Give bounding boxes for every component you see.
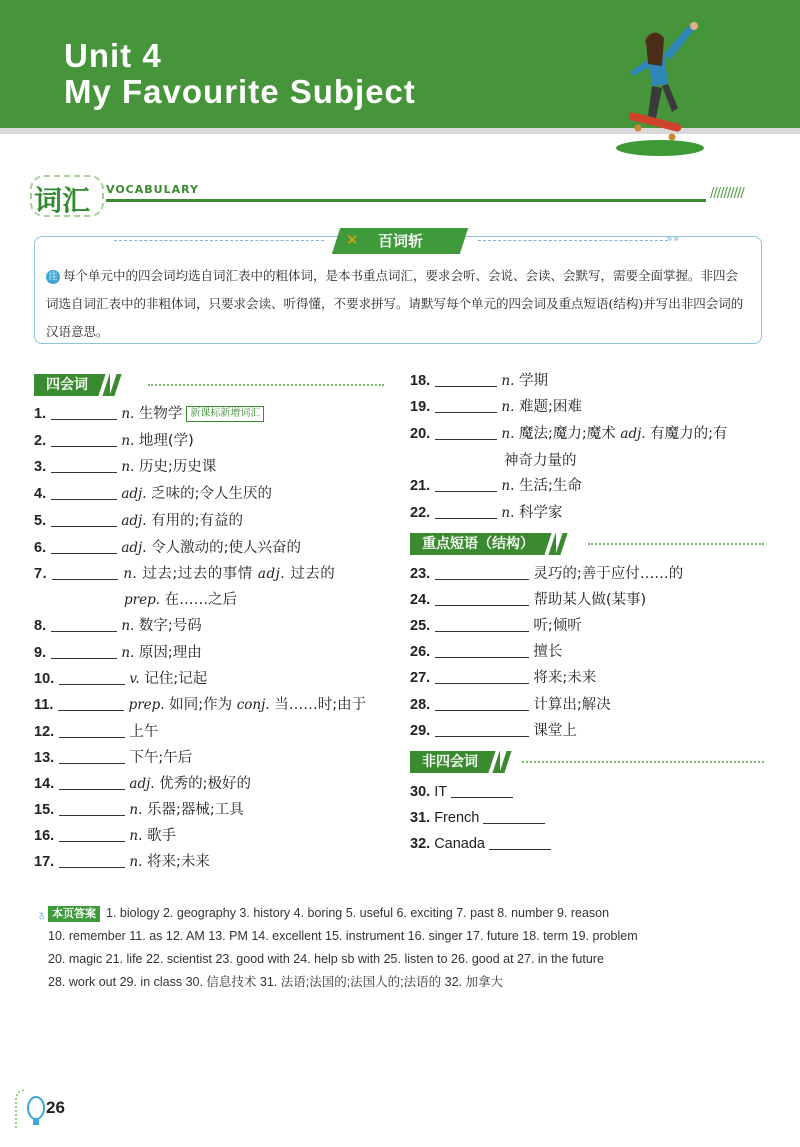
item-number: 20. bbox=[410, 426, 431, 442]
note-icon: 注 bbox=[46, 270, 60, 284]
item-number: 19. bbox=[410, 399, 431, 415]
answer-blank[interactable] bbox=[435, 477, 497, 492]
vocab-row bbox=[34, 825, 176, 847]
part-of-speech-2: adj. bbox=[620, 426, 646, 442]
meaning: 下午;午后 bbox=[129, 750, 193, 766]
meaning: 歌手 bbox=[147, 828, 176, 844]
meaning: 上午 bbox=[129, 724, 159, 740]
meaning: 计算出;解决 bbox=[533, 697, 611, 713]
meaning: 历史;历史课 bbox=[138, 459, 217, 475]
word: IT bbox=[434, 784, 447, 800]
part-of-speech: adj. bbox=[121, 486, 147, 502]
item-number: 16. bbox=[34, 828, 55, 844]
vocab-row bbox=[34, 694, 366, 716]
meaning: 生物学 bbox=[138, 406, 183, 422]
vocab-row-continued bbox=[504, 450, 577, 472]
answer-blank[interactable] bbox=[59, 827, 125, 842]
non-four-row bbox=[410, 781, 513, 803]
vocabulary-rule bbox=[106, 199, 706, 202]
vocab-row bbox=[410, 475, 582, 497]
answer-blank[interactable] bbox=[51, 512, 117, 527]
part-of-speech-cont: prep. bbox=[124, 592, 161, 608]
answer-blank[interactable] bbox=[52, 565, 118, 580]
answer-blank[interactable] bbox=[435, 722, 529, 737]
part-of-speech: n. bbox=[129, 802, 143, 818]
vocab-row bbox=[34, 456, 216, 478]
answer-blank[interactable] bbox=[59, 801, 125, 816]
vocabulary-header bbox=[34, 175, 764, 215]
answer-blank[interactable] bbox=[51, 617, 117, 632]
part-of-speech: adj. bbox=[121, 540, 147, 556]
answer-blank[interactable] bbox=[51, 405, 117, 420]
item-number: 25. bbox=[410, 618, 431, 634]
part-of-speech: n. bbox=[501, 373, 515, 389]
answer-blank[interactable] bbox=[51, 485, 117, 500]
phrase-row bbox=[410, 720, 577, 742]
section-dots-four-skill bbox=[148, 384, 384, 386]
part-of-speech: n. bbox=[121, 406, 135, 422]
item-number: 17. bbox=[34, 854, 55, 870]
section-dots-phrases bbox=[588, 543, 764, 545]
answer-blank[interactable] bbox=[51, 539, 117, 554]
item-number: 32. bbox=[410, 836, 431, 852]
meaning: 帮助某人做(某事) bbox=[533, 592, 647, 608]
part-of-speech: n. bbox=[123, 566, 138, 582]
section-non-four-label: 非四会词 bbox=[422, 754, 478, 770]
instruction-body: 每个单元中的四会词均选自词汇表中的粗体词，是本书重点词汇，要求会听、会说、会读、会默写，需要全面掌握。非四会词选自词汇表中的非粗体词，只要求会读、听得懂，不要求拼写。请默写每个单元的四会词及重点短语(结构)并写出非四会词的汉语意思。 bbox=[46, 268, 744, 339]
meaning: 听;倾听 bbox=[533, 618, 582, 634]
item-number: 26. bbox=[410, 644, 431, 660]
answer-blank[interactable] bbox=[435, 372, 497, 387]
answer-blank[interactable] bbox=[435, 617, 529, 632]
meaning: 将来;未来 bbox=[533, 670, 597, 686]
section-tag-phrases bbox=[410, 533, 556, 555]
answer-blank[interactable] bbox=[435, 565, 529, 580]
meaning: 记住;记起 bbox=[144, 671, 208, 687]
item-number: 18. bbox=[410, 373, 431, 389]
vocab-row bbox=[410, 423, 728, 445]
instruction-text bbox=[46, 262, 750, 346]
skateboarder-illustration bbox=[608, 6, 728, 158]
part-of-speech: n. bbox=[129, 828, 143, 844]
word: Canada bbox=[434, 836, 485, 852]
word: French bbox=[434, 810, 480, 826]
answer-blank[interactable] bbox=[51, 458, 117, 473]
slash-icon: ✕ bbox=[346, 231, 359, 249]
non-four-row bbox=[410, 807, 545, 829]
part-of-speech-2: adj. bbox=[257, 566, 286, 582]
section-four-skill-label: 四会词 bbox=[46, 377, 88, 393]
answer-blank[interactable] bbox=[435, 591, 529, 606]
unit-line: Unit 4 bbox=[64, 37, 162, 74]
meaning: 有用的;有益的 bbox=[151, 513, 243, 529]
part-of-speech: n. bbox=[121, 433, 135, 449]
item-number: 10. bbox=[34, 671, 55, 687]
answer-line-3: 20. magic 21. life 22. scientist 23. good with 24. help sb with 25. listen to 26. good at 27. in the future bbox=[48, 952, 604, 966]
part-of-speech: n. bbox=[129, 854, 143, 870]
answer-blank[interactable] bbox=[483, 809, 545, 824]
item-number: 13. bbox=[34, 750, 55, 766]
vocabulary-title-cn: 词汇 bbox=[34, 184, 91, 217]
item-number: 30. bbox=[410, 784, 431, 800]
answer-blank[interactable] bbox=[59, 723, 125, 738]
part-of-speech: v. bbox=[129, 671, 140, 687]
non-four-row bbox=[410, 833, 551, 855]
meaning-cont: 神奇力量的 bbox=[504, 453, 577, 469]
phrase-row bbox=[410, 563, 683, 585]
part-of-speech: n. bbox=[501, 505, 515, 521]
answer-blank[interactable] bbox=[51, 432, 117, 447]
meaning: 乐器;器械;工具 bbox=[147, 802, 244, 818]
vocab-row bbox=[410, 370, 548, 392]
meaning: 数字;号码 bbox=[138, 618, 202, 634]
vocab-row bbox=[34, 642, 202, 664]
section-tag-four-skill bbox=[34, 374, 110, 396]
chevrons-icon: »» bbox=[666, 232, 680, 245]
meaning: 生活;生命 bbox=[519, 478, 582, 494]
meaning: 难题;困难 bbox=[519, 399, 582, 415]
answer-key-tag: 本页答案 bbox=[48, 906, 100, 922]
answer-blank[interactable] bbox=[59, 749, 125, 764]
answer-line-4: 28. work out 29. in class 30. 信息技术 31. 法语;法国的;法国人的;法语的 32. 加拿大 bbox=[48, 975, 503, 989]
item-number: 23. bbox=[410, 566, 431, 582]
vocab-row bbox=[34, 615, 202, 637]
answer-blank[interactable] bbox=[435, 398, 497, 413]
vocabulary-hatch: ////////// bbox=[710, 186, 744, 201]
meaning: 如同;作为 bbox=[169, 697, 233, 713]
answer-blank[interactable] bbox=[435, 643, 529, 658]
meaning-2: 当……时;由于 bbox=[274, 697, 367, 713]
note-tag-label: 百词斩 bbox=[378, 232, 424, 250]
phrase-row bbox=[410, 615, 582, 637]
part-of-speech-2: conj. bbox=[236, 697, 270, 713]
vocab-row bbox=[34, 773, 251, 795]
vocab-row bbox=[34, 537, 301, 559]
answer-blank[interactable] bbox=[435, 669, 529, 684]
answer-line-2: 10. remember 11. as 12. AM 13. PM 14. excellent 15. instrument 16. singer 17. future 18. term 19. problem bbox=[48, 929, 638, 943]
answer-blank[interactable] bbox=[59, 670, 125, 685]
unit-title bbox=[64, 38, 416, 110]
section-tag-non-four bbox=[410, 751, 500, 773]
vocab-row bbox=[34, 430, 194, 452]
item-number: 28. bbox=[410, 697, 431, 713]
part-of-speech: prep. bbox=[128, 697, 165, 713]
note-divider-right bbox=[478, 240, 668, 241]
answer-blank[interactable] bbox=[435, 504, 497, 519]
meaning: 灵巧的;善于应付……的 bbox=[533, 566, 684, 582]
item-number: 6. bbox=[34, 540, 47, 556]
note-divider-left bbox=[114, 240, 324, 241]
item-number: 7. bbox=[34, 566, 48, 582]
item-number: 2. bbox=[34, 433, 47, 449]
meaning: 过去;过去的事情 bbox=[142, 566, 253, 582]
phrase-row bbox=[410, 641, 562, 663]
item-number: 4. bbox=[34, 486, 47, 502]
phrase-row bbox=[410, 667, 596, 689]
item-number: 15. bbox=[34, 802, 55, 818]
meaning: 擅长 bbox=[533, 644, 563, 660]
item-number: 3. bbox=[34, 459, 47, 475]
meaning: 乏味的;令人生厌的 bbox=[151, 486, 272, 502]
vocab-row bbox=[34, 668, 207, 690]
answer-blank[interactable] bbox=[435, 425, 497, 440]
answer-blank[interactable] bbox=[51, 644, 117, 659]
part-of-speech: adj. bbox=[121, 513, 147, 529]
part-of-speech: n. bbox=[501, 399, 515, 415]
answer-blank[interactable] bbox=[59, 775, 125, 790]
vocabulary-title-en: VOCABULARY bbox=[106, 183, 199, 196]
item-number: 21. bbox=[410, 478, 431, 494]
answer-blank[interactable] bbox=[58, 696, 124, 711]
part-of-speech: n. bbox=[121, 459, 135, 475]
meaning-2: 有魔力的;有 bbox=[650, 426, 728, 442]
item-number: 9. bbox=[34, 645, 47, 661]
vocab-row bbox=[410, 502, 563, 524]
title-line: My Favourite Subject bbox=[64, 73, 416, 110]
answer-blank[interactable] bbox=[489, 835, 551, 850]
meaning: 科学家 bbox=[519, 505, 563, 521]
vocab-row bbox=[34, 851, 210, 873]
section-dots-non-four bbox=[522, 761, 764, 763]
item-number: 12. bbox=[34, 724, 55, 740]
vocab-row bbox=[34, 403, 264, 425]
item-number: 22. bbox=[410, 505, 431, 521]
part-of-speech: n. bbox=[501, 426, 515, 442]
part-of-speech: n. bbox=[121, 645, 135, 661]
meaning: 学期 bbox=[519, 373, 548, 389]
item-number: 24. bbox=[410, 592, 431, 608]
part-of-speech: adj. bbox=[129, 776, 155, 792]
vocab-row-continued bbox=[124, 589, 237, 611]
answer-blank[interactable] bbox=[59, 853, 125, 868]
item-number: 1. bbox=[34, 406, 47, 422]
item-number: 27. bbox=[410, 670, 431, 686]
meaning: 令人激动的;使人兴奋的 bbox=[151, 540, 301, 556]
phrase-row bbox=[410, 589, 646, 611]
vocab-row bbox=[410, 396, 582, 418]
part-of-speech: n. bbox=[121, 618, 135, 634]
meaning-cont: 在……之后 bbox=[164, 592, 238, 608]
section-phrases-label: 重点短语（结构） bbox=[422, 536, 534, 552]
vocab-row bbox=[34, 483, 272, 505]
meaning: 将来;未来 bbox=[147, 854, 210, 870]
item-number: 14. bbox=[34, 776, 55, 792]
meaning: 优秀的;极好的 bbox=[159, 776, 252, 792]
vocab-row bbox=[34, 563, 384, 585]
answer-blank[interactable] bbox=[451, 783, 513, 798]
vocab-row bbox=[34, 721, 158, 743]
item-number: 8. bbox=[34, 618, 47, 634]
item-number: 29. bbox=[410, 723, 431, 739]
meaning: 课堂上 bbox=[533, 723, 577, 739]
item-number: 31. bbox=[410, 810, 431, 826]
answer-line-1: 1. biology 2. geography 3. history 4. boring 5. useful 6. exciting 7. past 8. number 9. reason bbox=[106, 906, 610, 920]
answer-blank[interactable] bbox=[435, 696, 529, 711]
meaning: 原因;理由 bbox=[138, 645, 202, 661]
meaning: 魔法;魔力;魔术 bbox=[519, 426, 616, 442]
key-icon: ♁ bbox=[36, 907, 48, 924]
part-of-speech: n. bbox=[501, 478, 515, 494]
vocab-row bbox=[34, 799, 244, 821]
new-word-badge: 新课标新增词汇 bbox=[186, 406, 264, 422]
item-number: 11. bbox=[34, 697, 54, 713]
answer-key bbox=[36, 902, 768, 994]
phrase-row bbox=[410, 694, 611, 716]
meaning-2: 过去的 bbox=[290, 566, 336, 582]
vocab-row bbox=[34, 747, 192, 769]
meaning: 地理(学) bbox=[138, 433, 194, 449]
page-number: 26 bbox=[46, 1098, 65, 1117]
vocab-row bbox=[34, 510, 243, 532]
item-number: 5. bbox=[34, 513, 47, 529]
